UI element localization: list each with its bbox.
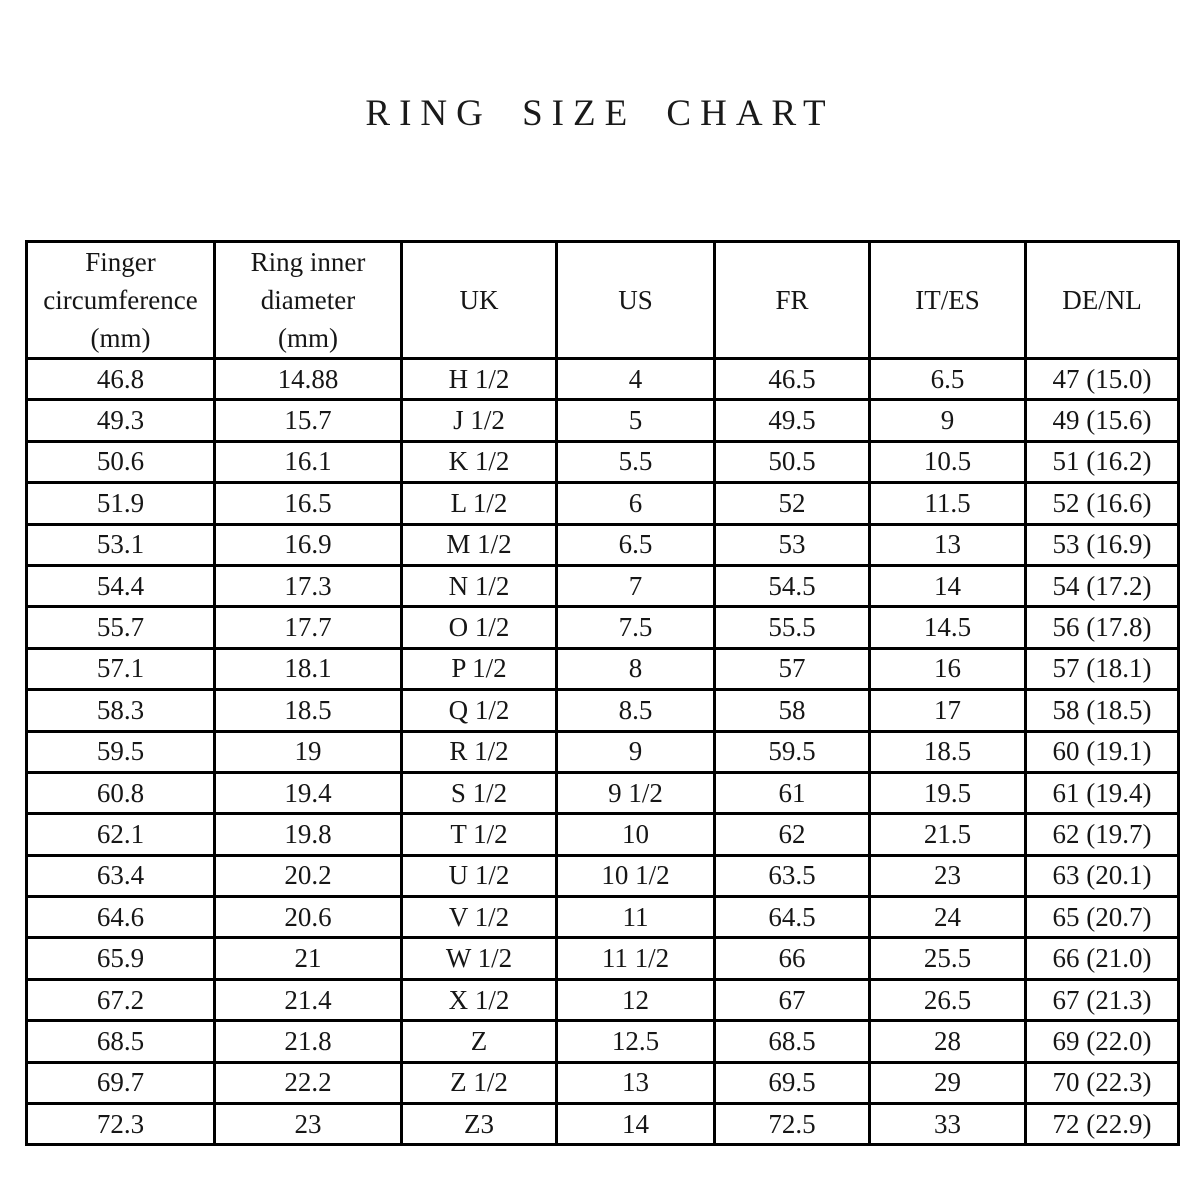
table-cell: 51.9: [27, 483, 215, 524]
table-cell: 7: [557, 565, 715, 606]
table-cell: Z: [402, 1021, 557, 1062]
table-cell: 66: [715, 938, 870, 979]
table-cell: 16: [870, 648, 1026, 689]
table-cell: 24: [870, 897, 1026, 938]
table-cell: 8.5: [557, 690, 715, 731]
table-cell: Q 1/2: [402, 690, 557, 731]
table-cell: 18.5: [215, 690, 402, 731]
table-row: [27, 897, 1179, 938]
table-cell: 53.1: [27, 524, 215, 565]
table-cell: 68.5: [715, 1021, 870, 1062]
table-row: [27, 1021, 1179, 1062]
column-header: FR: [715, 242, 870, 359]
table-row: [27, 607, 1179, 648]
table-cell: 49.3: [27, 400, 215, 441]
table-cell: 9 1/2: [557, 772, 715, 813]
table-cell: 28: [870, 1021, 1026, 1062]
table-cell: 61 (19.4): [1026, 772, 1179, 813]
table-cell: 26.5: [870, 979, 1026, 1020]
table-row: [27, 979, 1179, 1020]
table-cell: 11.5: [870, 483, 1026, 524]
table-cell: 14.88: [215, 359, 402, 400]
table-cell: 53: [715, 524, 870, 565]
table-cell: 46.8: [27, 359, 215, 400]
table-row: [27, 855, 1179, 896]
table-cell: 55.7: [27, 607, 215, 648]
table-cell: 10.5: [870, 441, 1026, 482]
table-cell: 20.2: [215, 855, 402, 896]
table-cell: 57: [715, 648, 870, 689]
table-cell: 12.5: [557, 1021, 715, 1062]
ring-size-table: [25, 240, 1180, 1146]
table-row: [27, 441, 1179, 482]
table-cell: 58 (18.5): [1026, 690, 1179, 731]
table-cell: 69 (22.0): [1026, 1021, 1179, 1062]
table-cell: 13: [870, 524, 1026, 565]
table-cell: 51 (16.2): [1026, 441, 1179, 482]
table-cell: Z3: [402, 1104, 557, 1145]
table-cell: 10: [557, 814, 715, 855]
table-cell: 67 (21.3): [1026, 979, 1179, 1020]
table-cell: O 1/2: [402, 607, 557, 648]
table-cell: 49 (15.6): [1026, 400, 1179, 441]
column-header: Ring inner diameter (mm): [215, 242, 402, 359]
table-row: [27, 1104, 1179, 1145]
table-cell: X 1/2: [402, 979, 557, 1020]
table-cell: J 1/2: [402, 400, 557, 441]
table-cell: 16.1: [215, 441, 402, 482]
table-cell: K 1/2: [402, 441, 557, 482]
table-cell: 11: [557, 897, 715, 938]
table-container: [25, 240, 1180, 1146]
table-cell: 29: [870, 1062, 1026, 1103]
table-cell: 19: [215, 731, 402, 772]
table-cell: 72 (22.9): [1026, 1104, 1179, 1145]
table-cell: 52: [715, 483, 870, 524]
table-cell: 17: [870, 690, 1026, 731]
table-cell: 58.3: [27, 690, 215, 731]
table-cell: P 1/2: [402, 648, 557, 689]
table-cell: 17.3: [215, 565, 402, 606]
table-cell: 50.5: [715, 441, 870, 482]
table-cell: 69.5: [715, 1062, 870, 1103]
table-cell: 8: [557, 648, 715, 689]
table-cell: 17.7: [215, 607, 402, 648]
table-cell: 19.5: [870, 772, 1026, 813]
table-cell: 18.5: [870, 731, 1026, 772]
column-header: US: [557, 242, 715, 359]
table-row: [27, 772, 1179, 813]
table-cell: 46.5: [715, 359, 870, 400]
table-cell: 59.5: [27, 731, 215, 772]
table-cell: 58: [715, 690, 870, 731]
table-cell: 6.5: [557, 524, 715, 565]
table-cell: 55.5: [715, 607, 870, 648]
table-cell: 64.5: [715, 897, 870, 938]
table-cell: 67: [715, 979, 870, 1020]
table-cell: 50.6: [27, 441, 215, 482]
table-cell: 21.8: [215, 1021, 402, 1062]
table-row: [27, 1062, 1179, 1103]
table-cell: 7.5: [557, 607, 715, 648]
table-cell: 67.2: [27, 979, 215, 1020]
table-row: [27, 483, 1179, 524]
table-cell: 68.5: [27, 1021, 215, 1062]
table-cell: 65.9: [27, 938, 215, 979]
table-cell: 11 1/2: [557, 938, 715, 979]
table-cell: 21.5: [870, 814, 1026, 855]
table-cell: 72.5: [715, 1104, 870, 1145]
table-cell: W 1/2: [402, 938, 557, 979]
table-cell: 60.8: [27, 772, 215, 813]
table-cell: Z 1/2: [402, 1062, 557, 1103]
table-cell: U 1/2: [402, 855, 557, 896]
table-row: [27, 400, 1179, 441]
table-cell: 62: [715, 814, 870, 855]
table-cell: 4: [557, 359, 715, 400]
table-cell: 16.9: [215, 524, 402, 565]
table-cell: 6: [557, 483, 715, 524]
table-cell: 62 (19.7): [1026, 814, 1179, 855]
table-cell: 54 (17.2): [1026, 565, 1179, 606]
table-cell: 18.1: [215, 648, 402, 689]
table-cell: 54.5: [715, 565, 870, 606]
table-cell: 60 (19.1): [1026, 731, 1179, 772]
table-cell: 63.4: [27, 855, 215, 896]
table-cell: 33: [870, 1104, 1026, 1145]
table-cell: 12: [557, 979, 715, 1020]
table-row: [27, 648, 1179, 689]
table-cell: 23: [870, 855, 1026, 896]
table-cell: 63.5: [715, 855, 870, 896]
table-row: [27, 938, 1179, 979]
table-cell: 22.2: [215, 1062, 402, 1103]
table-cell: 56 (17.8): [1026, 607, 1179, 648]
table-body: [27, 359, 1179, 1145]
table-cell: 6.5: [870, 359, 1026, 400]
table-cell: M 1/2: [402, 524, 557, 565]
table-cell: 69.7: [27, 1062, 215, 1103]
table-cell: 54.4: [27, 565, 215, 606]
table-cell: 14.5: [870, 607, 1026, 648]
table-cell: 52 (16.6): [1026, 483, 1179, 524]
table-cell: 14: [557, 1104, 715, 1145]
table-cell: V 1/2: [402, 897, 557, 938]
table-cell: 13: [557, 1062, 715, 1103]
table-cell: 70 (22.3): [1026, 1062, 1179, 1103]
table-cell: 65 (20.7): [1026, 897, 1179, 938]
table-row: [27, 814, 1179, 855]
table-cell: 23: [215, 1104, 402, 1145]
table-cell: 25.5: [870, 938, 1026, 979]
table-cell: 9: [557, 731, 715, 772]
page-title: RING SIZE CHART: [365, 93, 835, 134]
column-header: DE/NL: [1026, 242, 1179, 359]
table-cell: 49.5: [715, 400, 870, 441]
table-cell: 57 (18.1): [1026, 648, 1179, 689]
table-row: [27, 731, 1179, 772]
table-cell: 9: [870, 400, 1026, 441]
table-cell: R 1/2: [402, 731, 557, 772]
table-cell: 5: [557, 400, 715, 441]
table-row: [27, 690, 1179, 731]
table-cell: 21.4: [215, 979, 402, 1020]
table-cell: 19.8: [215, 814, 402, 855]
table-cell: 19.4: [215, 772, 402, 813]
table-cell: 16.5: [215, 483, 402, 524]
table-cell: S 1/2: [402, 772, 557, 813]
table-cell: 61: [715, 772, 870, 813]
table-cell: 21: [215, 938, 402, 979]
table-cell: L 1/2: [402, 483, 557, 524]
table-cell: 59.5: [715, 731, 870, 772]
table-cell: 72.3: [27, 1104, 215, 1145]
table-cell: 20.6: [215, 897, 402, 938]
table-cell: N 1/2: [402, 565, 557, 606]
table-cell: 47 (15.0): [1026, 359, 1179, 400]
column-header: UK: [402, 242, 557, 359]
table-cell: T 1/2: [402, 814, 557, 855]
table-cell: 10 1/2: [557, 855, 715, 896]
table-row: [27, 565, 1179, 606]
table-cell: 66 (21.0): [1026, 938, 1179, 979]
table-row: [27, 359, 1179, 400]
table-cell: 15.7: [215, 400, 402, 441]
column-header: Finger circumference (mm): [27, 242, 215, 359]
table-cell: H 1/2: [402, 359, 557, 400]
column-header: IT/ES: [870, 242, 1026, 359]
table-cell: 63 (20.1): [1026, 855, 1179, 896]
table-cell: 53 (16.9): [1026, 524, 1179, 565]
table-cell: 5.5: [557, 441, 715, 482]
table-cell: 64.6: [27, 897, 215, 938]
table-cell: 62.1: [27, 814, 215, 855]
table-row: [27, 524, 1179, 565]
table-cell: 57.1: [27, 648, 215, 689]
table-cell: 14: [870, 565, 1026, 606]
header-row: [27, 242, 1179, 359]
